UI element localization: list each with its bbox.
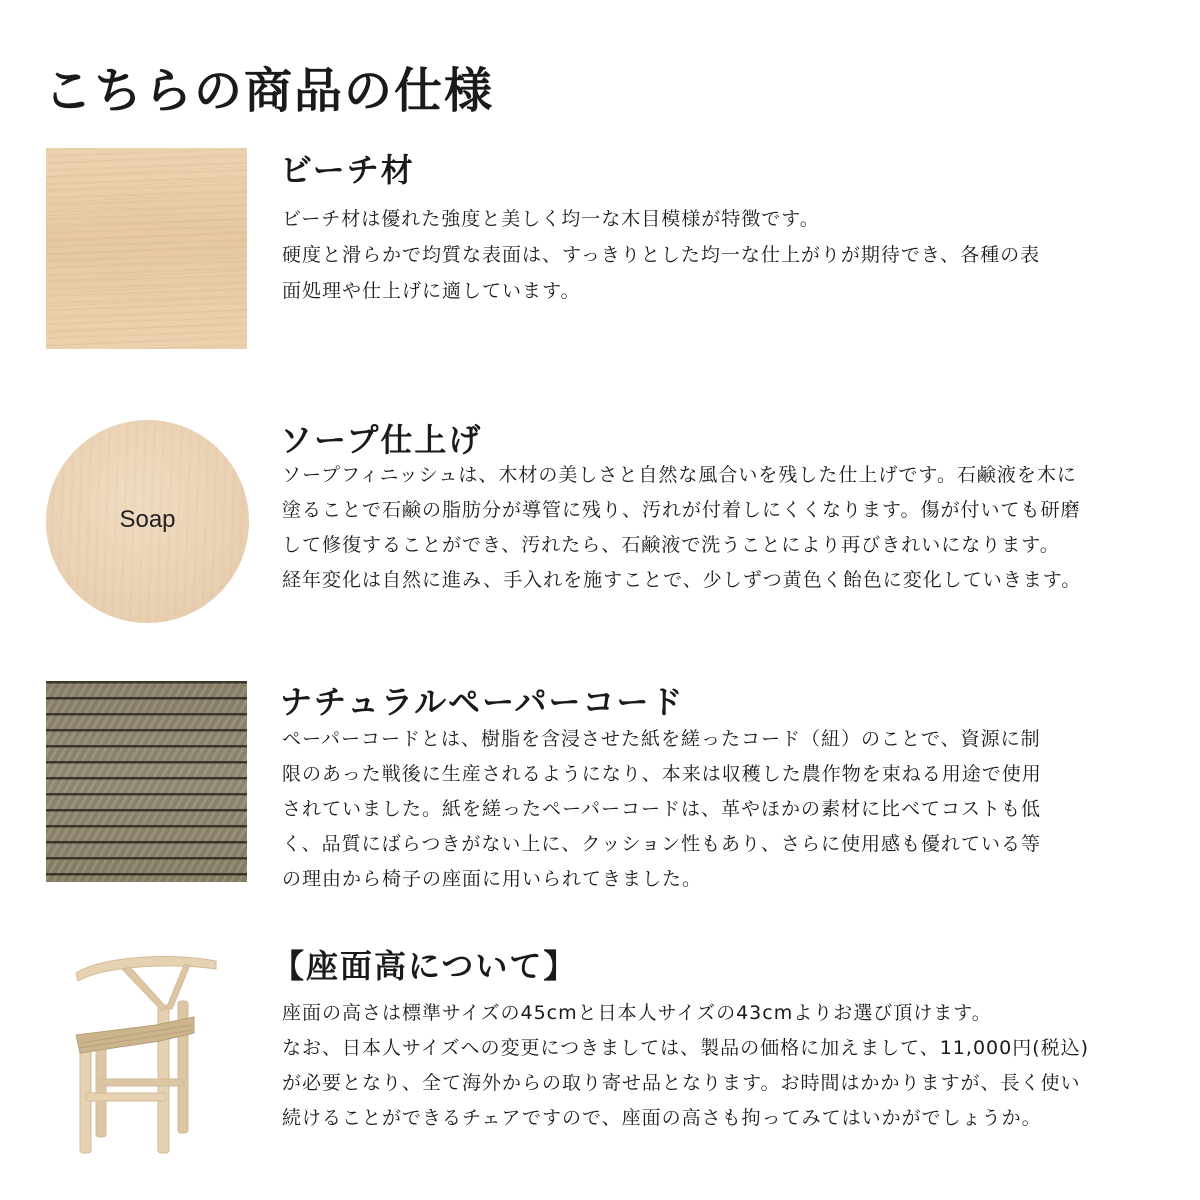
section-heading: ビーチ材: [280, 151, 415, 189]
soap-finish-disc-image: [46, 420, 249, 623]
body-line: 続けることができるチェアですので、座面の高さも拘ってみてはいかがでしょうか。: [282, 1107, 1042, 1129]
body-line: が必要となり、全て海外からの取り寄せ品となります。お時間はかかりますが、長く使い: [282, 1072, 1081, 1094]
section-body: [282, 996, 1152, 1136]
soap-disc-label: Soap: [119, 506, 176, 533]
body-line: 経年変化は自然に進み、手入れを施すことで、少しずつ黄色く飴色に変化していきます。: [282, 569, 1082, 591]
body-line: く、品質にばらつきがない上に、クッション性もあり、さらに使用感も優れている等: [282, 833, 1042, 855]
body-line: ソープフィニッシュは、木材の美しさと自然な風合いを残した仕上げです。石鹸液を木に: [282, 464, 1077, 486]
body-line: ビーチ材は優れた強度と美しく均一な木目模様が特徴です。: [282, 208, 820, 230]
body-line: されていました。紙を縒ったペーパーコードは、革やほかの素材に比べてコストも低: [282, 798, 1042, 820]
body-line: なお、日本人サイズへの変更につきましては、製品の価格に加えまして、11,000円(税込): [282, 1037, 1090, 1059]
page-title: こちらの商品の仕様: [44, 63, 495, 119]
body-line: 硬度と滑らかで均質な表面は、すっきりとした均一な仕上がりが期待でき、各種の表: [282, 244, 1041, 266]
body-line: ペーパーコードとは、樹脂を含浸させた紙を縒ったコード（紐）のことで、資源に制: [282, 728, 1041, 750]
paper-cord-swatch-image: [46, 681, 247, 882]
section-body: [282, 458, 1152, 598]
body-line: 塗ることで石鹸の脂肪分が導管に残り、汚れが付着しにくくなります。傷が付いても研磨: [282, 499, 1081, 521]
section-heading: ナチュラルペーパーコード: [280, 683, 685, 721]
section-heading: ソープ仕上げ: [280, 421, 483, 459]
section-heading: 【座面高について】: [272, 947, 578, 985]
body-line: 面処理や仕上げに適しています。: [282, 280, 581, 302]
body-line: 座面の高さは標準サイズの45cmと日本人サイズの43cmよりお選び頂けます。: [282, 1002, 992, 1024]
body-line: して修復することができ、汚れたら、石鹸液で洗うことにより再びきれいになります。: [282, 534, 1060, 556]
section-body: [282, 201, 1152, 309]
body-line: 限のあった戦後に生産されるようになり、本来は収穫した農作物を束ねる用途で使用: [282, 763, 1042, 785]
body-line: の理由から椅子の座面に用いられてきました。: [282, 868, 703, 890]
section-body: [282, 722, 1152, 897]
beech-wood-swatch-image: [46, 148, 247, 349]
wishbone-chair-image: [66, 945, 266, 1155]
